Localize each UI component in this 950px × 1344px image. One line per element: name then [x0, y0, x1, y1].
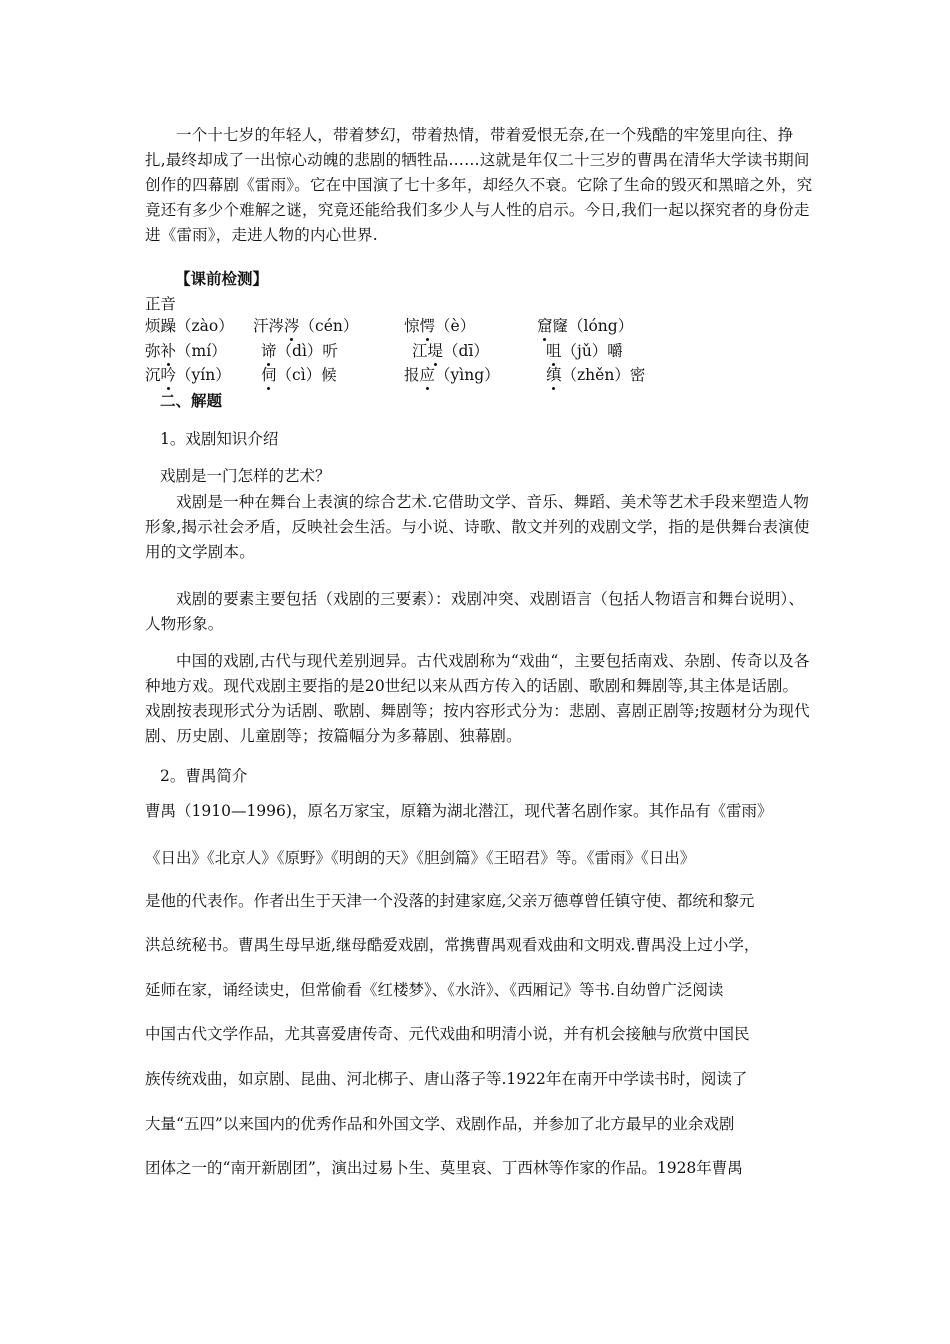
- subsection-title-drama: 1。戏剧知识介绍: [160, 430, 279, 448]
- paragraph-chinese-drama: 中国的戏剧,古代与现代差别迥异。古代戏剧称为“戏曲“，主要包括南戏、杂剧、传奇以及各种地方戏。现代戏剧主要指的是20世纪以来从西方传入的话剧、歌剧和舞剧等,其主体是话剧。戏剧按表现形式分为话剧、歌剧、舞剧等；按内容形式分为：悲剧、喜剧正剧等;按题材分为现代剧、历史剧、儿童剧等；按篇幅分为多幕剧、独幕剧。: [145, 652, 810, 745]
- subheading-pronunciation: 正音: [145, 295, 177, 313]
- section-heading-pretest: 【课前检测】: [175, 269, 269, 288]
- pinyin-item: 汗涔涔（cén）: [253, 314, 358, 336]
- paragraph-drama-elements: 戏剧的要素主要包括（戏剧的三要素）：戏剧冲突、戏剧语言（包括人物语言和舞台说明）、人物形象。: [145, 590, 805, 633]
- bio-line: 洪总统秘书。曹禺生母早逝,继母酷爱戏剧，常携曹禺观看戏曲和文明戏.曹禺没上过小学，: [145, 936, 760, 954]
- pinyin-item: 江堤（dī）: [412, 339, 489, 361]
- bio-line: 《日出》《北京人》《原野》《明朗的天》《胆剑篇》《王昭君》等。《雷雨》《日出》: [145, 849, 696, 867]
- pinyin-item: 咀（jǔ）嚼: [546, 339, 623, 361]
- pinyin-item: 谛（dì）听: [261, 339, 338, 361]
- bio-line: 曹禺（1910—1996)，原名万家宝，原籍为湖北潜江，现代著名剧作家。其作品有《雷雨》: [145, 802, 773, 820]
- pinyin-item: 烦躁（zào）: [145, 317, 234, 335]
- pinyin-item: 沉吟（yín）: [145, 363, 231, 385]
- bio-line: 是他的代表作。作者出生于天津一个没落的封建家庭,父亲万德尊曾任镇守使、都统和黎元: [145, 892, 755, 910]
- pinyin-item: 弥补（mí）: [145, 339, 227, 361]
- bio-line: 延师在家，诵经读史，但常偷看《红楼梦》、《水浒》、《西厢记》等书.自幼曾广泛阅读: [145, 981, 724, 999]
- bio-line: 族传统戏曲，如京剧、昆曲、河北梆子、唐山落子等.1922年在南开中学读书时，阅读了: [145, 1070, 748, 1088]
- bio-line: 中国古代文学作品，尤其喜爱唐传奇、元代戏曲和明清小说，并有机会接触与欣赏中国民: [145, 1025, 750, 1043]
- subsection-title-caoyu: 2。曹禺简介: [160, 767, 248, 785]
- pinyin-item: 报应（yìng）: [404, 363, 500, 385]
- paragraph-drama-definition: 戏剧是一种在舞台上表演的综合艺术.它借助文学、音乐、舞蹈、美术等艺术手段来塑造人物形象,揭示社会矛盾，反映社会生活。与小说、诗歌、散文并列的戏剧文学，指的是供舞台表演使用的文学剧本。: [145, 493, 810, 561]
- pinyin-item: 缜（zhěn）密: [546, 363, 645, 385]
- section-heading-explain: 二、解题: [160, 391, 223, 410]
- question-text: 戏剧是一门怎样的艺术？: [160, 467, 331, 485]
- bio-line: 大量“五四”以来国内的优秀作品和外国文学、戏剧作品，并参加了北方最早的业余戏剧: [145, 1115, 735, 1133]
- pinyin-item: 伺（cì）候: [261, 363, 337, 385]
- pinyin-item: 惊愕（è）: [404, 314, 475, 336]
- bio-line: 团体之一的“南开新剧团”，演出过易卜生、莫里哀、丁西林等作家的作品。1928年曹禺: [145, 1159, 743, 1177]
- pinyin-item: 窟窿（lóng）: [537, 314, 633, 336]
- intro-paragraph: 一个十七岁的年轻人，带着梦幻，带着热情，带着爱恨无奈,在一个残酷的牢笼里向往、挣扎,最终却成了一出惊心动魄的悲剧的牺牲品……这就是年仅二十三岁的曹禺在清华大学读书期间创作的四幕剧《雷雨》。它在中国演了七十多年，却经久不衰。它除了生命的毁灭和黑暗之外，究竟还有多少个难解之谜，究竟还能给我们多少人与人性的启示。今日,我们一起以探究者的身份走进《雷雨》，走进人物的内心世界.: [145, 126, 813, 244]
